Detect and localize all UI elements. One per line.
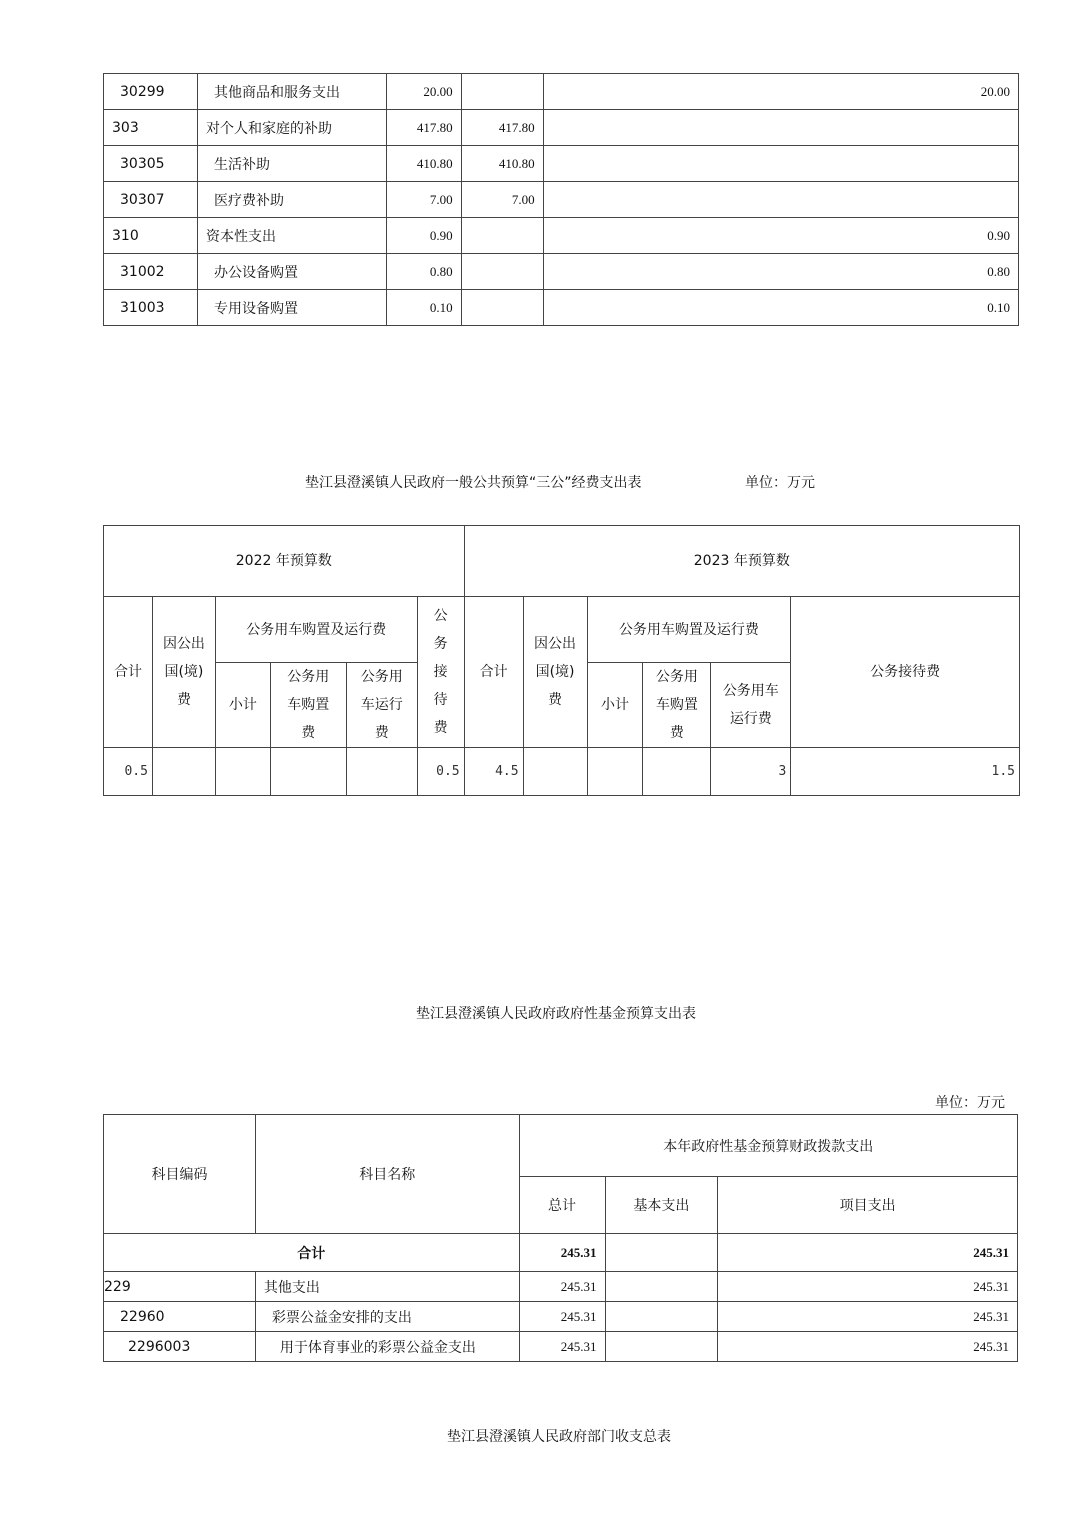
subject-code: 310 bbox=[104, 218, 198, 254]
project-amount bbox=[543, 110, 1018, 146]
abroad-2022-header bbox=[152, 597, 215, 748]
basic-amount bbox=[461, 290, 543, 326]
total-amount: 0.80 bbox=[386, 254, 461, 290]
value-2022-subtotal bbox=[215, 748, 270, 796]
subject-code: 30307 bbox=[104, 182, 198, 218]
reception-char-3: 接 bbox=[433, 664, 448, 680]
value-2023-purchase bbox=[643, 748, 711, 796]
table-row bbox=[104, 74, 1019, 110]
run-2022-header bbox=[346, 663, 417, 748]
fund-table-body bbox=[104, 1272, 1018, 1362]
reception-char-2: 务 bbox=[433, 636, 448, 652]
total-2023-header: 合计 bbox=[464, 597, 523, 748]
run-2022-line3: 费 bbox=[374, 725, 389, 741]
car-2022-header: 公务用车购置及运行费 bbox=[215, 597, 417, 663]
fund-project-amount: 245.31 bbox=[718, 1332, 1018, 1362]
fund-budget-table bbox=[103, 1114, 1018, 1362]
table-row bbox=[104, 146, 1019, 182]
fund-basic-header: 基本支出 bbox=[605, 1177, 718, 1234]
fund-sum-row bbox=[104, 1234, 1018, 1272]
basic-amount: 417.80 bbox=[461, 110, 543, 146]
table-row bbox=[104, 1302, 1018, 1332]
subject-code: 30305 bbox=[104, 146, 198, 182]
subject-name: 对个人和家庭的补助 bbox=[197, 110, 386, 146]
project-amount: 20.00 bbox=[543, 74, 1018, 110]
value-2023-run: 3 bbox=[711, 748, 791, 796]
fund-total-header: 总计 bbox=[519, 1177, 605, 1234]
fund-name-header: 科目名称 bbox=[255, 1115, 519, 1234]
table-row bbox=[104, 218, 1019, 254]
project-amount: 0.10 bbox=[543, 290, 1018, 326]
run-2022-line1: 公务用 bbox=[360, 669, 403, 685]
fund-subject-name: 彩票公益金安排的支出 bbox=[255, 1302, 519, 1332]
run-2023-line1: 公务用车 bbox=[722, 683, 779, 699]
value-2022-run bbox=[346, 748, 417, 796]
fund-project-header: 项目支出 bbox=[718, 1177, 1018, 1234]
project-amount bbox=[543, 146, 1018, 182]
fund-basic-amount bbox=[605, 1302, 718, 1332]
subject-code: 303 bbox=[104, 110, 198, 146]
year-header-row bbox=[104, 526, 1020, 597]
abroad-2022-line3: 费 bbox=[176, 692, 191, 708]
value-2022-abroad bbox=[152, 748, 215, 796]
three-public-expenses-table bbox=[103, 525, 1020, 796]
fund-total-amount: 245.31 bbox=[519, 1332, 605, 1362]
fund-project-amount: 245.31 bbox=[718, 1272, 1018, 1302]
fund-header-row-1 bbox=[104, 1115, 1018, 1177]
purchase-2022-line3: 费 bbox=[301, 725, 316, 741]
total-amount: 417.80 bbox=[386, 110, 461, 146]
reception-2022-header bbox=[417, 597, 464, 748]
reception-char-4: 待 bbox=[433, 692, 448, 708]
abroad-2023-line3: 费 bbox=[548, 692, 563, 708]
fund-basic-amount bbox=[605, 1332, 718, 1362]
purchase-2023-line2: 车购置 bbox=[655, 697, 698, 713]
total-amount: 0.10 bbox=[386, 290, 461, 326]
purchase-2022-header bbox=[270, 663, 346, 748]
purchase-2022-line2: 车购置 bbox=[287, 697, 330, 713]
project-amount: 0.90 bbox=[543, 218, 1018, 254]
total-amount: 410.80 bbox=[386, 146, 461, 182]
fund-sum-project: 245.31 bbox=[718, 1234, 1018, 1272]
subject-name: 办公设备购置 bbox=[197, 254, 386, 290]
fund-sum-label: 合计 bbox=[104, 1234, 520, 1272]
subject-code: 31002 bbox=[104, 254, 198, 290]
fund-budget-title: 垫江县澄溪镇人民政府政府性基金预算支出表 bbox=[416, 1006, 696, 1022]
year-2022-header: 2022 年预算数 bbox=[104, 526, 465, 597]
fund-subject-code: 22960 bbox=[104, 1302, 256, 1332]
table-row bbox=[104, 290, 1019, 326]
three-public-expenses-title: 垫江县澄溪镇人民政府一般公共预算“三公”经费支出表 bbox=[305, 475, 642, 491]
total-amount: 20.00 bbox=[386, 74, 461, 110]
subtotal-2023-header: 小计 bbox=[587, 663, 643, 748]
fund-total-amount: 245.31 bbox=[519, 1302, 605, 1332]
department-summary-title: 垫江县澄溪镇人民政府部门收支总表 bbox=[447, 1429, 671, 1445]
value-2023-reception: 1.5 bbox=[791, 748, 1020, 796]
subtotal-2022-header: 小计 bbox=[215, 663, 270, 748]
table-row bbox=[104, 182, 1019, 218]
total-amount: 0.90 bbox=[386, 218, 461, 254]
project-amount bbox=[543, 182, 1018, 218]
table-row bbox=[104, 254, 1019, 290]
table-row bbox=[104, 1332, 1018, 1362]
value-2022-purchase bbox=[270, 748, 346, 796]
basic-amount bbox=[461, 254, 543, 290]
purchase-2022-line1: 公务用 bbox=[287, 669, 330, 685]
table-row bbox=[104, 110, 1019, 146]
reception-2023-header: 公务接待费 bbox=[791, 597, 1020, 748]
purchase-2023-line1: 公务用 bbox=[655, 669, 698, 685]
expenditure-table-body bbox=[104, 74, 1019, 326]
fund-subject-code: 229 bbox=[104, 1272, 256, 1302]
table-row bbox=[104, 1272, 1018, 1302]
run-2023-header bbox=[711, 663, 791, 748]
subject-name: 资本性支出 bbox=[197, 218, 386, 254]
basic-amount bbox=[461, 218, 543, 254]
purchase-2023-header bbox=[643, 663, 711, 748]
total-2022-header: 合计 bbox=[104, 597, 153, 748]
fund-subject-name: 其他支出 bbox=[255, 1272, 519, 1302]
fund-group-header: 本年政府性基金预算财政拨款支出 bbox=[519, 1115, 1017, 1177]
total-amount: 7.00 bbox=[386, 182, 461, 218]
fund-total-amount: 245.31 bbox=[519, 1272, 605, 1302]
abroad-2023-line2: 国(境) bbox=[535, 664, 575, 680]
basic-amount: 410.80 bbox=[461, 146, 543, 182]
fund-subject-code: 2296003 bbox=[104, 1332, 256, 1362]
subject-name: 生活补助 bbox=[197, 146, 386, 182]
fund-basic-amount bbox=[605, 1272, 718, 1302]
value-2023-total: 4.5 bbox=[464, 748, 523, 796]
year-2023-header: 2023 年预算数 bbox=[464, 526, 1019, 597]
reception-char-1: 公 bbox=[433, 608, 448, 624]
project-amount: 0.80 bbox=[543, 254, 1018, 290]
basic-amount bbox=[461, 74, 543, 110]
purchase-2023-line3: 费 bbox=[669, 725, 684, 741]
subject-code: 31003 bbox=[104, 290, 198, 326]
subject-code: 30299 bbox=[104, 74, 198, 110]
value-2023-abroad bbox=[523, 748, 587, 796]
fund-sum-basic bbox=[605, 1234, 718, 1272]
value-2022-total: 0.5 bbox=[104, 748, 153, 796]
abroad-2023-line1: 因公出 bbox=[534, 636, 577, 652]
value-2022-reception: 0.5 bbox=[417, 748, 464, 796]
subject-name: 其他商品和服务支出 bbox=[197, 74, 386, 110]
category-header-row bbox=[104, 597, 1020, 663]
subject-name: 专用设备购置 bbox=[197, 290, 386, 326]
basic-amount: 7.00 bbox=[461, 182, 543, 218]
fund-project-amount: 245.31 bbox=[718, 1302, 1018, 1332]
run-2023-line2: 运行费 bbox=[729, 711, 772, 727]
car-2023-header: 公务用车购置及运行费 bbox=[587, 597, 791, 663]
fund-code-header: 科目编码 bbox=[104, 1115, 256, 1234]
run-2022-line2: 车运行 bbox=[360, 697, 403, 713]
value-2023-subtotal bbox=[587, 748, 643, 796]
fund-sum-total: 245.31 bbox=[519, 1234, 605, 1272]
abroad-2022-line2: 国(境) bbox=[164, 664, 204, 680]
values-row bbox=[104, 748, 1020, 796]
fund-subject-name: 用于体育事业的彩票公益金支出 bbox=[255, 1332, 519, 1362]
reception-char-5: 费 bbox=[433, 720, 448, 736]
three-public-expenses-unit: 单位：万元 bbox=[745, 475, 815, 491]
abroad-2023-header bbox=[523, 597, 587, 748]
abroad-2022-line1: 因公出 bbox=[162, 636, 205, 652]
expenditure-continuation-table bbox=[103, 73, 1019, 326]
fund-budget-unit: 单位：万元 bbox=[935, 1095, 1005, 1111]
subject-name: 医疗费补助 bbox=[197, 182, 386, 218]
